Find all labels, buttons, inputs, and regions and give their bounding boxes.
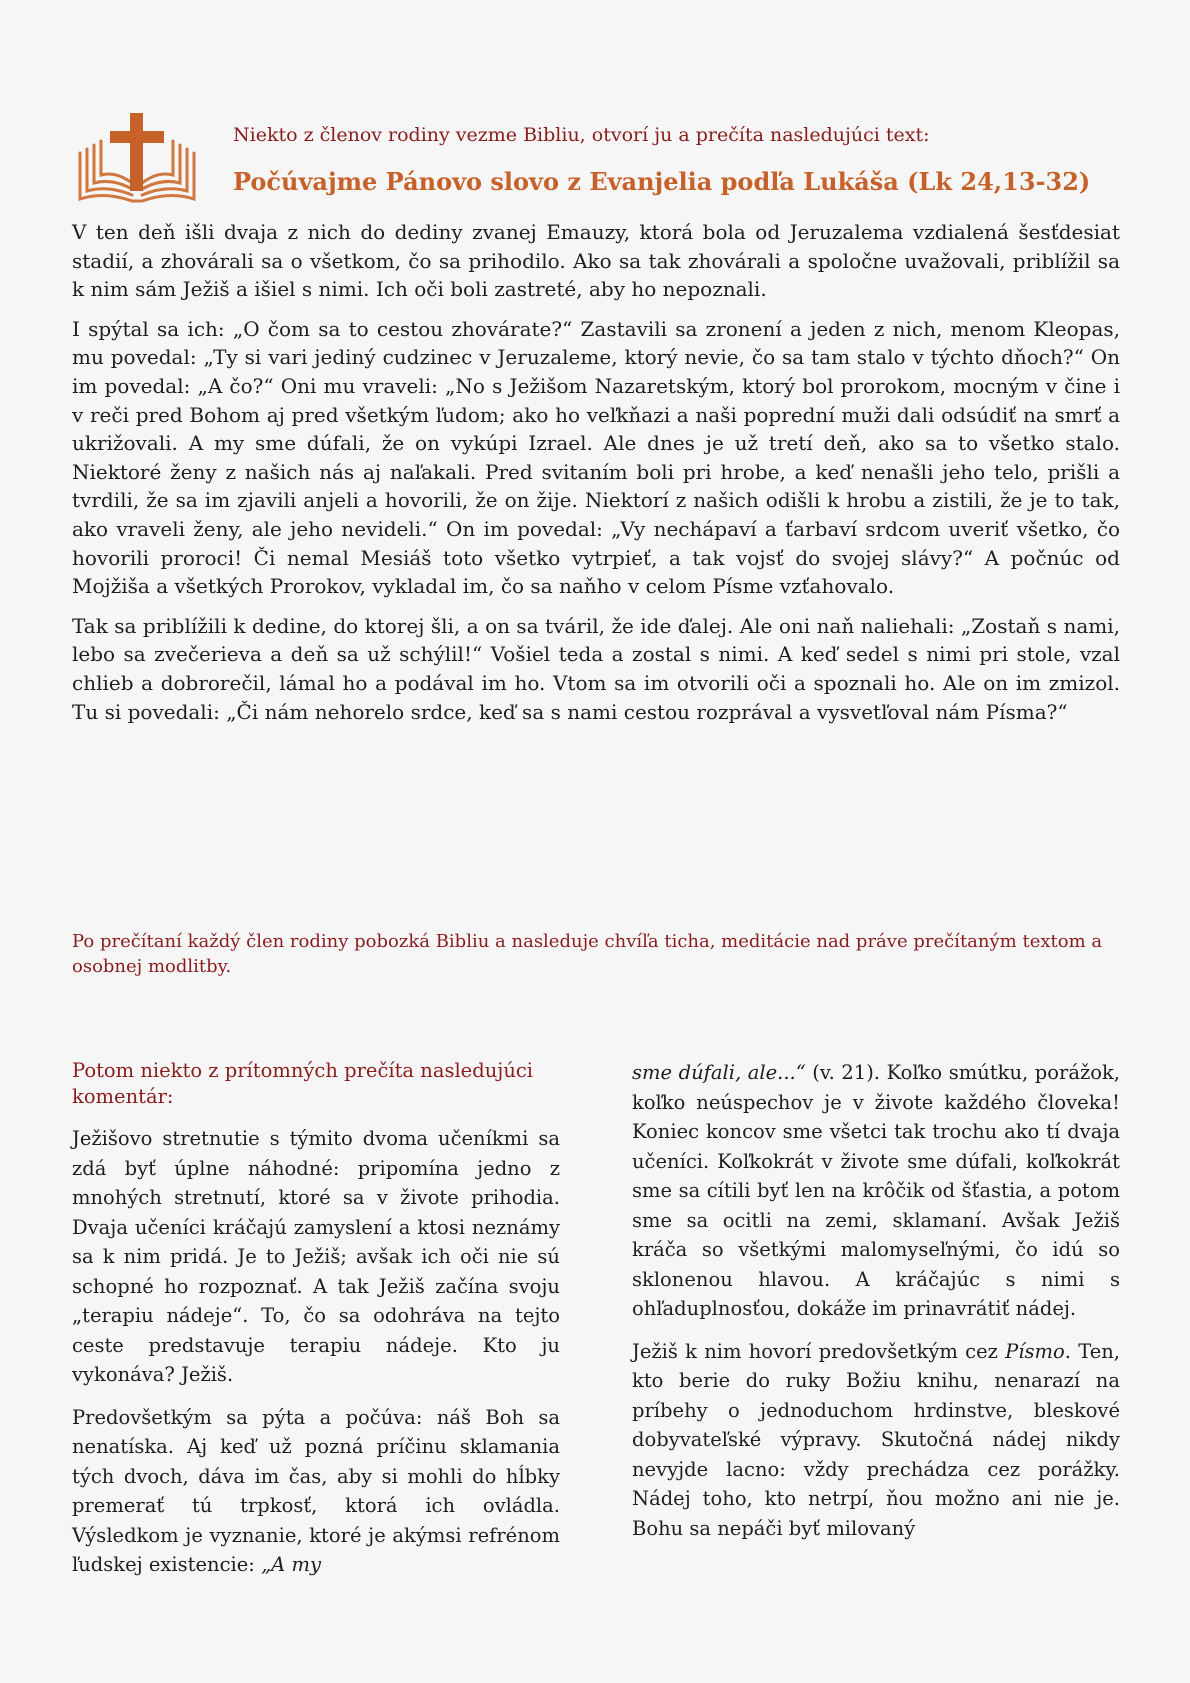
commentary-paragraph: [632, 1337, 1120, 1544]
commentary-intro: Potom niekto z prítomných prečíta nasledujúci komentár:: [72, 1059, 534, 1108]
gospel-paragraph: V ten deň išli dvaja z nich do dediny zvanej Emauzy, ktorá bola od Jeruzalema vzdialená šesťdesiat stadií, a zhovárali sa o všetkom, čo sa prihodilo. Ako sa tak zhovárali a spoločne uvažovali, priblížil sa k nim sám Ježiš a išiel s nimi. Ich oči boli zastreté, aby ho nepoznali.: [72, 220, 1120, 302]
commentary-column-left: [72, 1058, 560, 1593]
gospel-paragraph: I spýtal sa ich: „O čom sa to cestou zhovárate?“ Zastavili sa zronení a jeden z nich, menom Kleopas, mu povedal: „Ty si vari jediný cudzinec v Jeruzaleme, ktorý nevie, čo sa tam stalo v týchto dňoch?“ On im povedal: „A čo?“ Oni mu vraveli: „No s Ježišom Nazaretským, ktorý bol prorokom, mocným v čine i v reči pred Bohom aj pred všetkým ľudom; ako ho veľkňazi a naši poprední muži dali odsúdiť na smrť a ukrižovali. A my sme dúfali, že on vykúpi Izrael. Ale dnes je už tretí deň, ako sa to všetko stalo. Niektoré ženy z našich nás aj naľakali. Pred svitaním boli pri hrobe, a keď nenašli jeho telo, prišli a tvrdili, že sa im zjavili anjeli a hovorili, že on žije. Niektorí z našich odišli k hrobu a zistili, že je to tak, ako vraveli ženy, ale jeho nevideli.“ On im povedal: „Vy nechápaví a ťarbaví srdcom uveriť všetko, čo hovorili proroci! Či nemal Mesiáš toto všetko vytrpieť, a tak vojsť do svojej slávy?“ A počnúc od Mojžiša a všetkých Prorokov, vykladal im, čo sa naňho v celom Písme vzťahovalo.: [72, 316, 1120, 599]
after-reading-instruction: Po prečítaní každý člen rodiny pobozká Bibliu a nasleduje chvíľa ticha, meditácie nad práve prečítaným textom a osobnej modlitby.: [72, 931, 1103, 977]
commentary-paragraph: [72, 1403, 560, 1580]
commentary-paragraph: Ježišovo stretnutie s týmito dvoma učeníkmi sa zdá byť úplne náhodné: pripomína jedno z mnohých stretnutí, ktoré sa v živote prihodia. Dvaja učeníci kráčajú zamyslení a ktosi neznámy sa k nim pridá. Je to Ježiš; avšak ich oči nie sú schopné ho rozpoznať. A tak Ježiš začína svoju „terapiu nádeje“. To, čo sa odohráva na tejto ceste predstavuje terapiu nádeje. Kto ju vykonáva? Ježiš.: [72, 1127, 560, 1386]
reading-title: Počúvajme Pánovo slovo z Evanjelia podľa Lukáša (Lk 24,13-32): [233, 167, 1091, 196]
commentary-text: Ježiš k nim hovorí predovšetkým cez: [632, 1339, 1006, 1363]
scripture-word: Písmo: [1005, 1339, 1065, 1363]
gospel-paragraph: Tak sa priblížili k dedine, do ktorej šli, a on sa tváril, že ide ďalej. Ale oni naň naliehali: „Zostaň s nami, lebo sa zvečerieva a deň sa už schýlil!“ Vošiel teda a zostal s nimi. A keď sedel s nimi pri stole, vzal chlieb a dobrorečil, lámal ho a podával im ho. Vtom sa im otvorili oči a spoznali ho. Ale on im zmizol. Tu si povedali: „Či nám nehorelo srdce, keď sa s nami cestou rozprával a vysvetľoval nám Písma?“: [72, 613, 1120, 724]
gospel-text: [72, 218, 1120, 737]
commentary-quote: sme dúfali, ale...“: [632, 1061, 806, 1084]
reading-intro: Niekto z členov rodiny vezme Bibliu, otvorí ju a prečíta nasledujúci text:: [233, 124, 930, 146]
commentary-text: Predovšetkým sa pýta a počúva: náš Boh sa nenatíska. Aj keď už pozná príčinu sklamania tých dvoch, dáva im čas, aby si mohli do hĺbky premerať tú trpkosť, ktorá ich ovládla. Výsledkom je vyznanie, ktoré je akýmsi refrénom ľudskej existencie:: [72, 1405, 560, 1576]
commentary-quote: „A my: [261, 1553, 321, 1576]
commentary-paragraph: [632, 1058, 1120, 1324]
commentary-column-right: [632, 1058, 1120, 1556]
bible-cross-icon: [76, 113, 198, 209]
commentary-text: (v. 21). Koľko smútku, porážok, koľko neúspechov je v živote každého človeka! Koniec koncov sme všetci tak trochu ako tí dvaja učeníci. Koľkokrát v živote sme dúfali, koľkokrát sme sa cítili byť len na krôčik od šťastia, a potom sme sa ocitli na zemi, sklamaní. Avšak Ježiš kráča so všetkými malomyseľnými, čo idú so sklonenou hlavou. A kráčajúc s nimi s ohľaduplnosťou, dokáže im prinavrátiť nádej.: [632, 1061, 1120, 1320]
commentary-text: . Ten, kto berie do ruky Božiu knihu, nenarazí na príbehy o jednoduchom hrdinstve, bleskové dobyvateľské výpravy. Skutočná nádej nikdy nevyjde lacno: vždy prechádza cez porážky. Nádej toho, kto netrpí, ňou možno ani nie je. Bohu sa nepáči byť milovaný: [632, 1339, 1120, 1540]
